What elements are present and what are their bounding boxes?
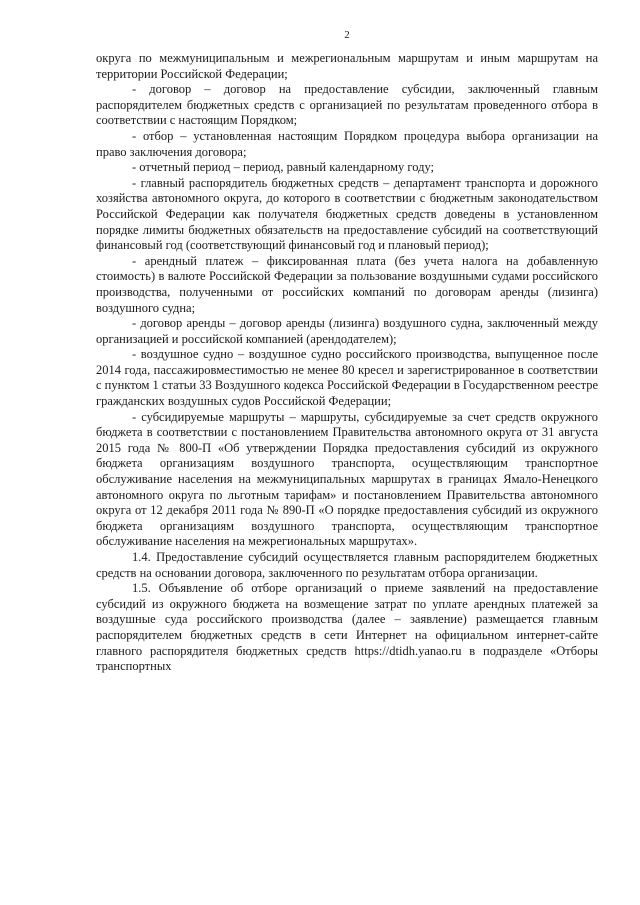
paragraph-definition-lease-contract: - договор аренды – договор аренды (лизинга) воздушного судна, заключенный между организацией и российской компанией (арендодателем); (96, 316, 598, 346)
paragraph-continuation: округа по межмуниципальным и межрегиональным маршрутам и иным маршрутам на территории Российской Федерации; (96, 51, 598, 81)
paragraph-definition-reporting-period: - отчетный период – период, равный календарному году; (132, 160, 435, 175)
paragraph-definition-rent-payment: - арендный платеж – фиксированная плата (без учета налога на добавленную стоимость) в валюте Российской Федерации за пользование воздушными судами российского производства, полученными от российских компаний по договорам аренды (лизинга) воздушного судна; (96, 253, 598, 315)
paragraph-definition-contract: - договор – договор на предоставление субсидии, заключенный главным распорядителем бюджетных средств с организацией по результатам проведенного отбора в соответствии с настоящим Порядком; (96, 82, 598, 128)
paragraph-definition-main-manager: - главный распорядитель бюджетных средств – департамент транспорта и дорожного хозяйства автономного округа, до которого в соответствии с бюджетным законодательством Российской Федерации как получателя бюджетных средств доведены в установленном порядке лимиты бюджетных обязательств на предоставление субсидий на соответствующий финансовый год (соответствующий финансовый год и плановый период); (96, 175, 598, 253)
paragraph-definition-subsidized-routes: - субсидируемые маршруты – маршруты, субсидируемые за счет средств окружного бюджета в соответствии с постановлением Правительства автономного округа от 31 августа 2015 года № 800-П «Об утверждении Порядка предоставления субсидий из окружного бюджета организациям воздушного транспорта, осуществляющим транспортное обслуживание населения на межмуниципальных маршрутах в границах Ямало-Ненецкого автономного округа по льготным тарифам» и постановлением Правительства автономного округа от 12 декабря 2011 года № 890-П «О порядке предоставления субсидий из окружного бюджета организациям воздушного транспорта, осуществляющим транспортное обслуживание населения на межрегиональных маршрутах». (96, 409, 598, 549)
paragraph-clause-1-4: 1.4. Предоставление субсидий осуществляется главным распорядителем бюджетных средств на основании договора, заключенного по результатам отбора организации. (96, 550, 598, 580)
page-number: 2 (344, 29, 350, 41)
paragraph-clause-1-5: 1.5. Объявление об отборе организаций о приеме заявлений на предоставление субсидий из окружного бюджета на возмещение затрат по уплате арендных платежей за воздушные суда российского производства (далее – заявление) размещается главным распорядителем бюджетных средств в сети Интернет на официальном интернет-сайте главного распорядителя бюджетных средств https://dtidh.yanao.ru в подразделе «Отборы транспортных (96, 581, 598, 674)
paragraph-definition-aircraft: - воздушное судно – воздушное судно российского производства, выпущенное после 2014 года, пассажировместимостью не менее 80 кресел и зарегистрированное в соответствии с пунктом 1 статьи 33 Воздушного кодекса Российской Федерации в Государственном реестре гражданских воздушных судов Российской Федерации; (96, 347, 598, 409)
paragraph-definition-selection: - отбор – установленная настоящим Порядком процедура выбора организации на право заключения договора; (96, 128, 598, 159)
document-page (96, 28, 598, 675)
